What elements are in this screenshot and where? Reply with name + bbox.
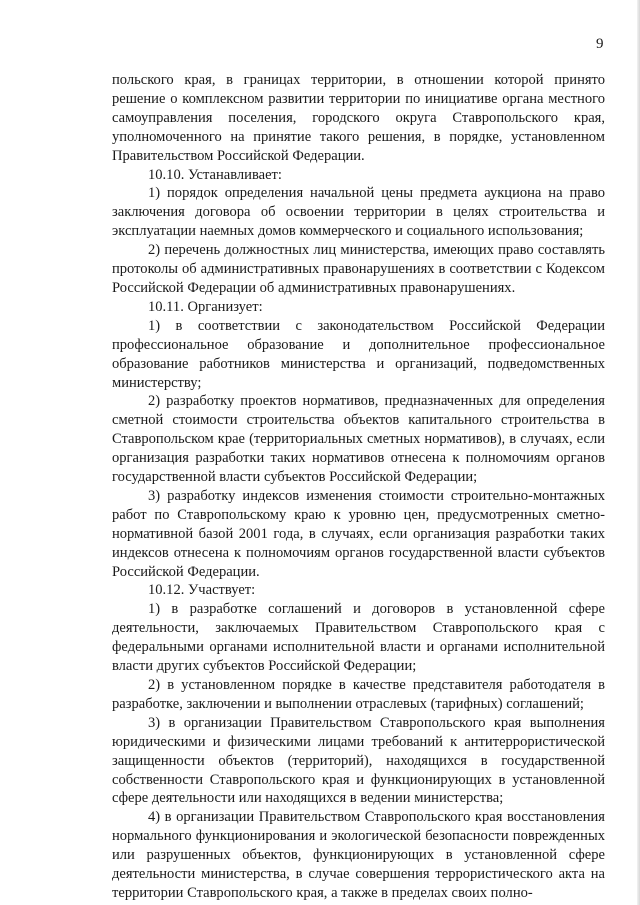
section-heading-10-11: 10.11. Организует: [148, 298, 263, 315]
paragraph-10-11-item-3: 3) разработку индексов изменения стоимости строительно-монтажных работ по Ставропольскому краю к уровню цен, предусмотренных сметно-нормативной базой 2001 года, в случаях, если организация разработки таких индексов отнесена к полномочиям органов государственной власти субъектов Российской Федерации. [112, 487, 605, 580]
paragraph-10-11-item-2: 2) разработку проектов нормативов, предназначенных для определения сметной стоимости строительства объектов капитального строительства в Ставропольском крае (территориальных сметных нормативов), в случаях, если организация разработки таких нормативов отнесена к полномочиям органов государственной власти субъектов Российской Федерации; [112, 393, 605, 486]
paragraph-10-10-item-2: 2) перечень должностных лиц министерства, имеющих право составлять протоколы об административных правонарушениях в соответствии с Кодексом Российской Федерации об административных правонарушениях. [112, 242, 605, 296]
paragraph-10-12-item-4: 4) в организации Правительством Ставропольского края восстановления нормального функционирования и экологической безопасности поврежденных или разрушенных объектов, функционирующих в установленной сфере деятельности министерства, в случае совершения террористического акта на территории Ставропольского края, а также в пределах своих полно- [112, 809, 605, 901]
page-number: 9 [596, 36, 604, 52]
section-heading-10-10: 10.10. Устанавливает: [148, 166, 282, 183]
paragraph-10-12-item-1: 1) в разработке соглашений и договоров в установленной сфере деятельности, заключаемых Правительством Ставропольского края с федеральными органами исполнительной власти и органами исполнительной власти других субъектов Российской Федерации; [112, 601, 605, 675]
paragraph-10-11-item-1: 1) в соответствии с законодательством Российской Федерации профессиональное образование и дополнительное профессиональное образование работников министерства и организаций, подведомственных министерству; [112, 317, 605, 391]
paragraph-10-12-item-3: 3) в организации Правительством Ставропольского края выполнения юридическими и физическими лицами требований к антитеррористической защищенности объектов (территорий), находящихся в государственной собственности Ставропольского края и функционирующих в установленной сфере деятельности или находящихся в ведении министерства; [112, 714, 605, 807]
document-body [112, 71, 605, 903]
section-heading-10-12: 10.12. Участвует: [148, 582, 256, 599]
paragraph-continuation: польского края, в границах территории, в отношении которой принято решение о комплексном развитии территории по инициативе органа местного самоуправления поселения, городского округа Ставропольского края, уполномоченного на принятие такого решения, в порядке, установленном Правительством Российской Федерации. [112, 72, 605, 164]
paragraph-10-12-item-2: 2) в установленном порядке в качестве представителя работодателя в разработке, заключении и выполнении отраслевых (тарифных) соглашений; [112, 677, 605, 712]
paragraph-10-10-item-1: 1) порядок определения начальной цены предмета аукциона на право заключения договора об освоении территории в целях строительства и эксплуатации наемных домов коммерческого и социального использования; [112, 185, 605, 240]
